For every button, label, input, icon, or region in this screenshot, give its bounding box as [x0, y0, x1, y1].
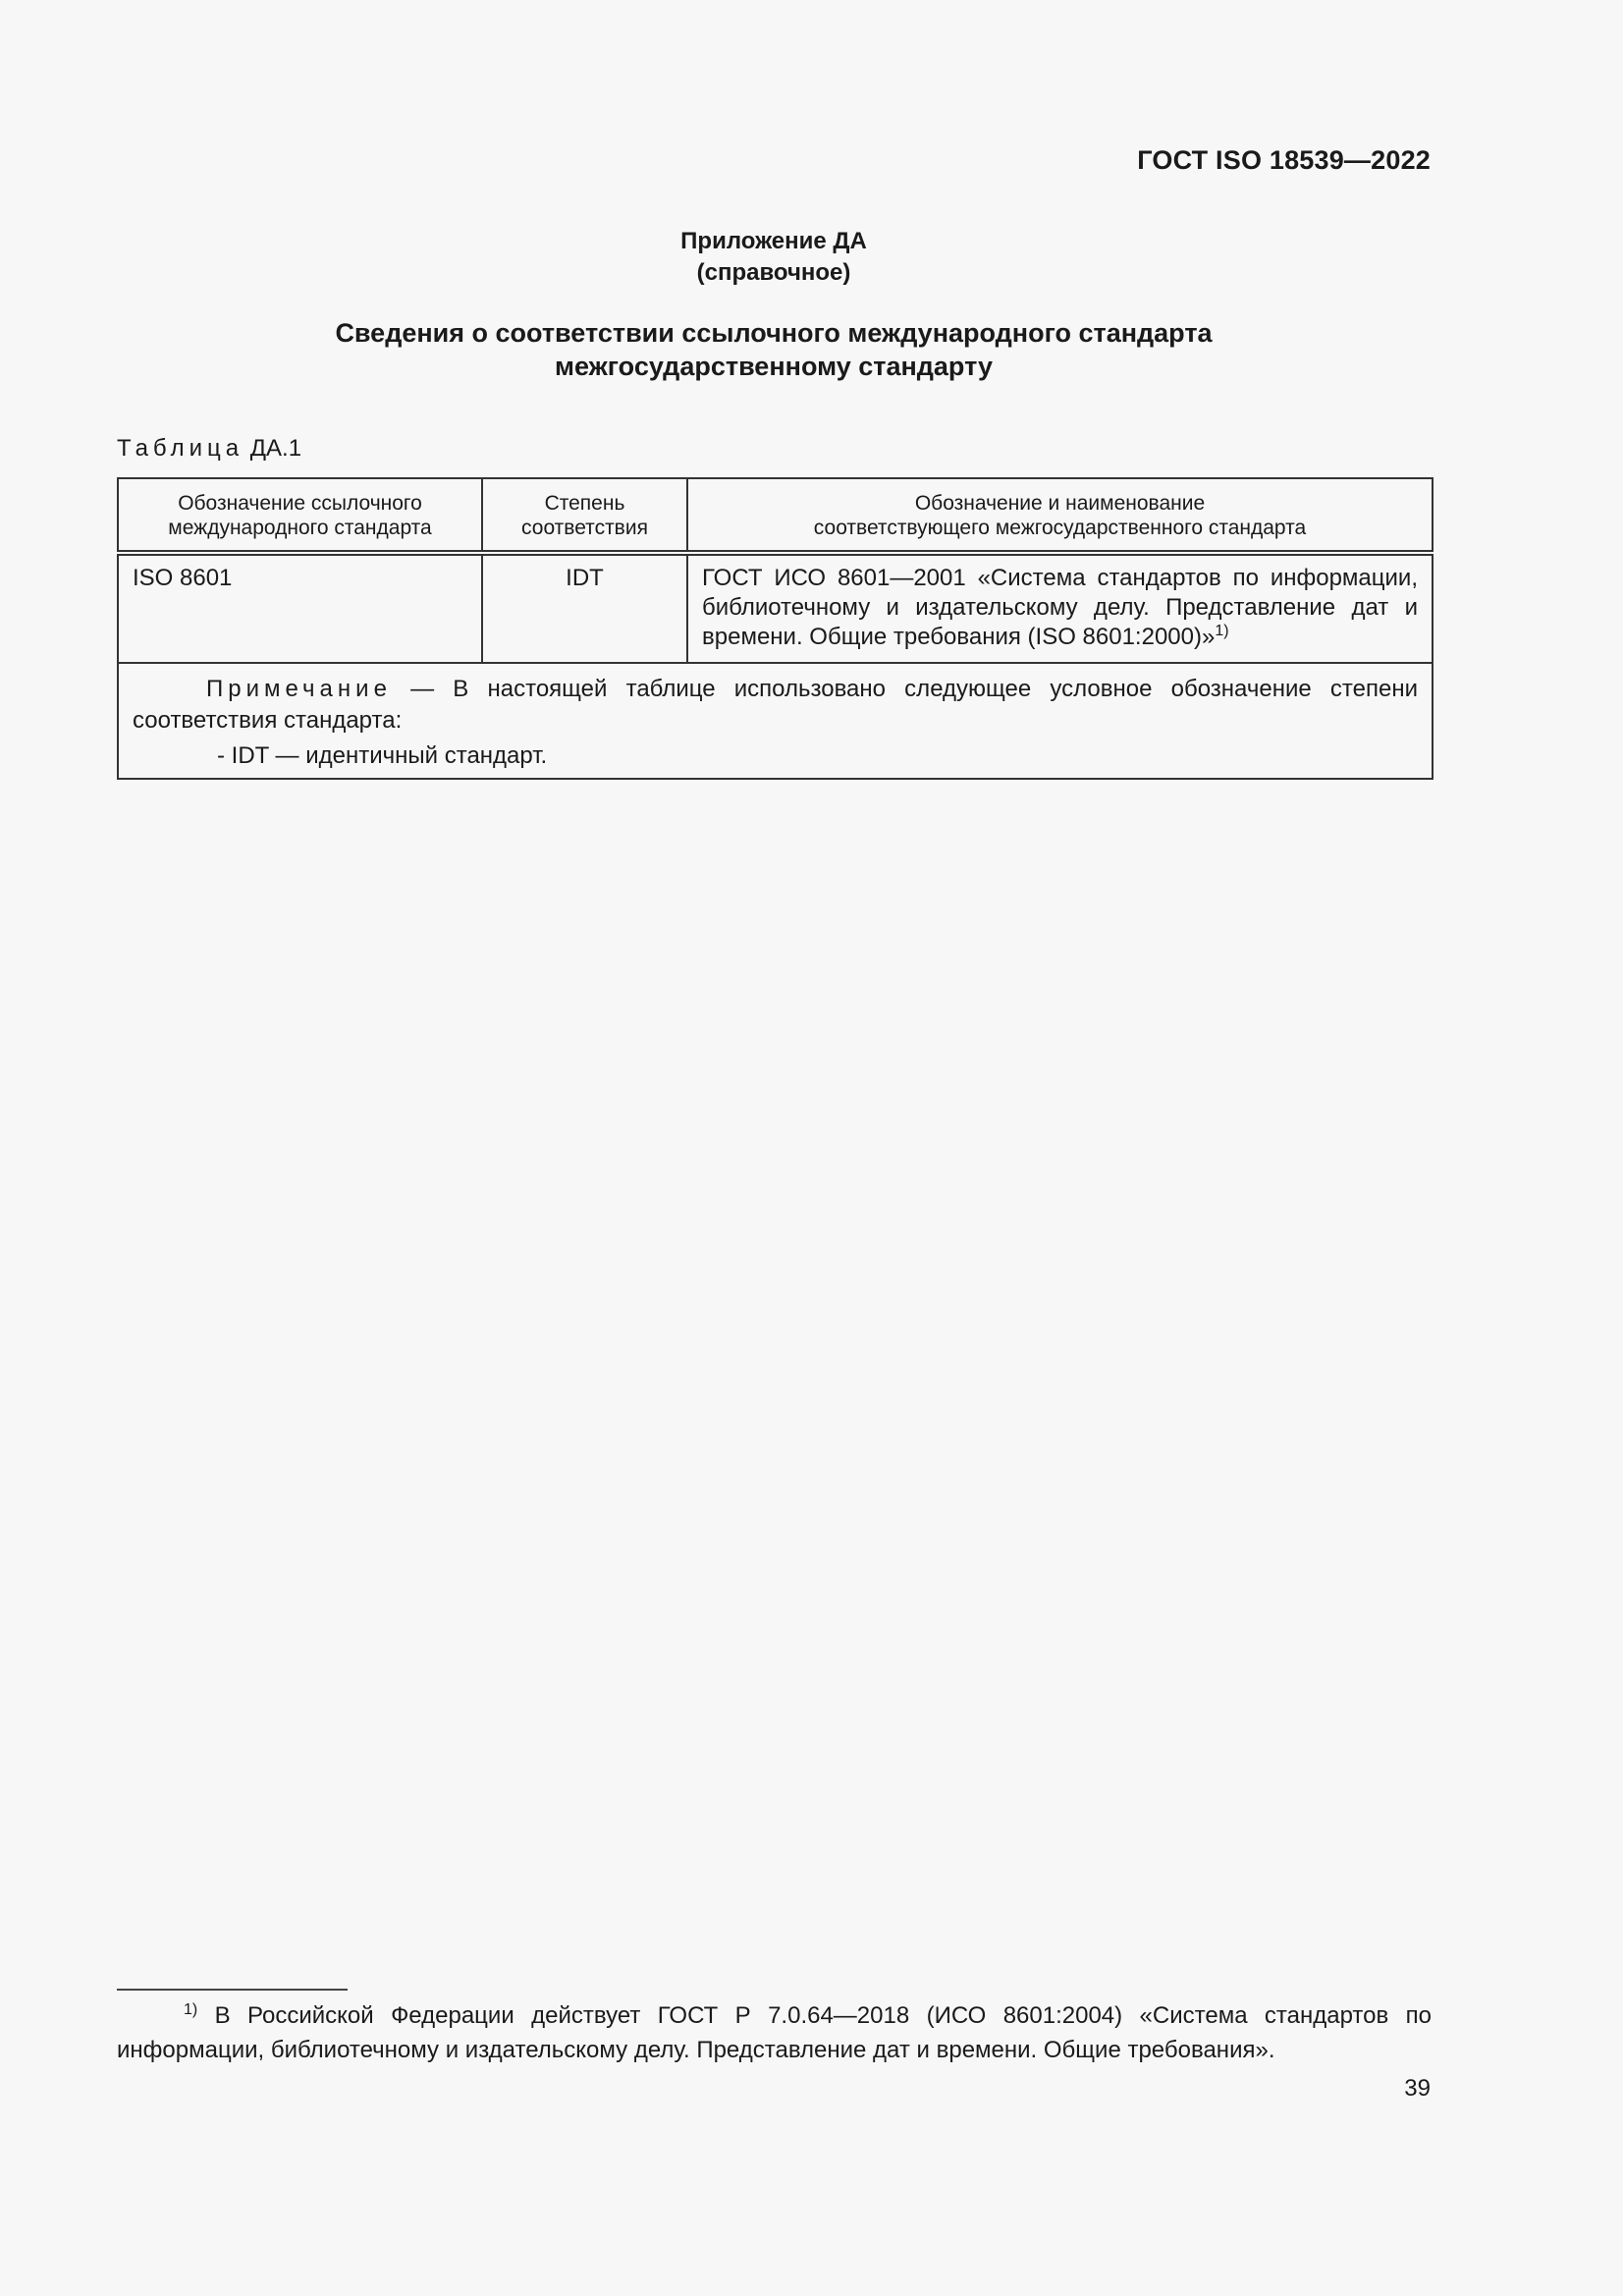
header-degree-line2: соответствия	[521, 517, 648, 539]
footnote-separator	[117, 1989, 348, 1991]
footnote-mark: 1)	[184, 2001, 198, 2018]
table-note-row	[118, 663, 1433, 779]
national-standard-text: ГОСТ ИСО 8601—2001 «Система стандартов по информации, библиотечному и издательскому делу. Представление дат и времени. Общие требования (ISO 8601:2000)»	[702, 565, 1418, 650]
header-national-standard-line2: соответствующего межгосударственного стандарта	[813, 517, 1307, 539]
note-paragraph	[133, 674, 1418, 737]
footnote-text: В Российской Федерации действует ГОСТ Р 7.0.64—2018 (ИСО 8601:2004) «Система стандартов по информации, библиотечному и издательскому делу. Представление дат и времени. Общие требования».	[117, 2002, 1432, 2063]
appendix-subtitle: (справочное)	[696, 259, 851, 286]
cell-ref-standard: ISO 8601	[118, 553, 482, 663]
note-label: Примечание	[206, 676, 392, 702]
header-degree-line1: Степень	[544, 492, 625, 515]
table-caption-number: ДА.1	[249, 435, 302, 462]
correspondence-table	[117, 477, 1434, 780]
appendix-title: Приложение ДА	[680, 228, 867, 254]
table-row	[118, 553, 1433, 663]
header-national-standard	[687, 478, 1433, 553]
cell-national-standard	[687, 553, 1433, 663]
section-title-line2: межгосударственному стандарту	[555, 352, 993, 381]
appendix-heading	[0, 226, 1547, 289]
header-national-standard-line1: Обозначение и наименование	[914, 492, 1206, 515]
header-ref-standard-line1: Обозначение ссылочного	[178, 492, 422, 515]
section-heading	[0, 316, 1547, 383]
footnote-reference[interactable]: 1)	[1215, 623, 1229, 639]
header-ref-standard-line2: международного стандарта	[168, 517, 432, 539]
header-ref-standard	[118, 478, 482, 553]
header-degree	[482, 478, 687, 553]
table-caption	[117, 435, 301, 463]
section-title-line1: Сведения о соответствии ссылочного международного стандарта	[335, 318, 1213, 348]
note-text: — В настоящей таблице использовано следующее условное обозначение степени соответствия стандарта:	[133, 676, 1418, 734]
cell-degree: IDT	[482, 553, 687, 663]
page-number: 39	[1404, 2075, 1431, 2102]
document-code: ГОСТ ISO 18539—2022	[1137, 145, 1431, 175]
table-header-row	[118, 478, 1433, 553]
table-note	[118, 663, 1433, 779]
note-list-item: - IDT — идентичный стандарт.	[217, 742, 548, 769]
table-caption-word: Таблица	[117, 435, 244, 462]
footnote	[117, 1998, 1432, 2067]
